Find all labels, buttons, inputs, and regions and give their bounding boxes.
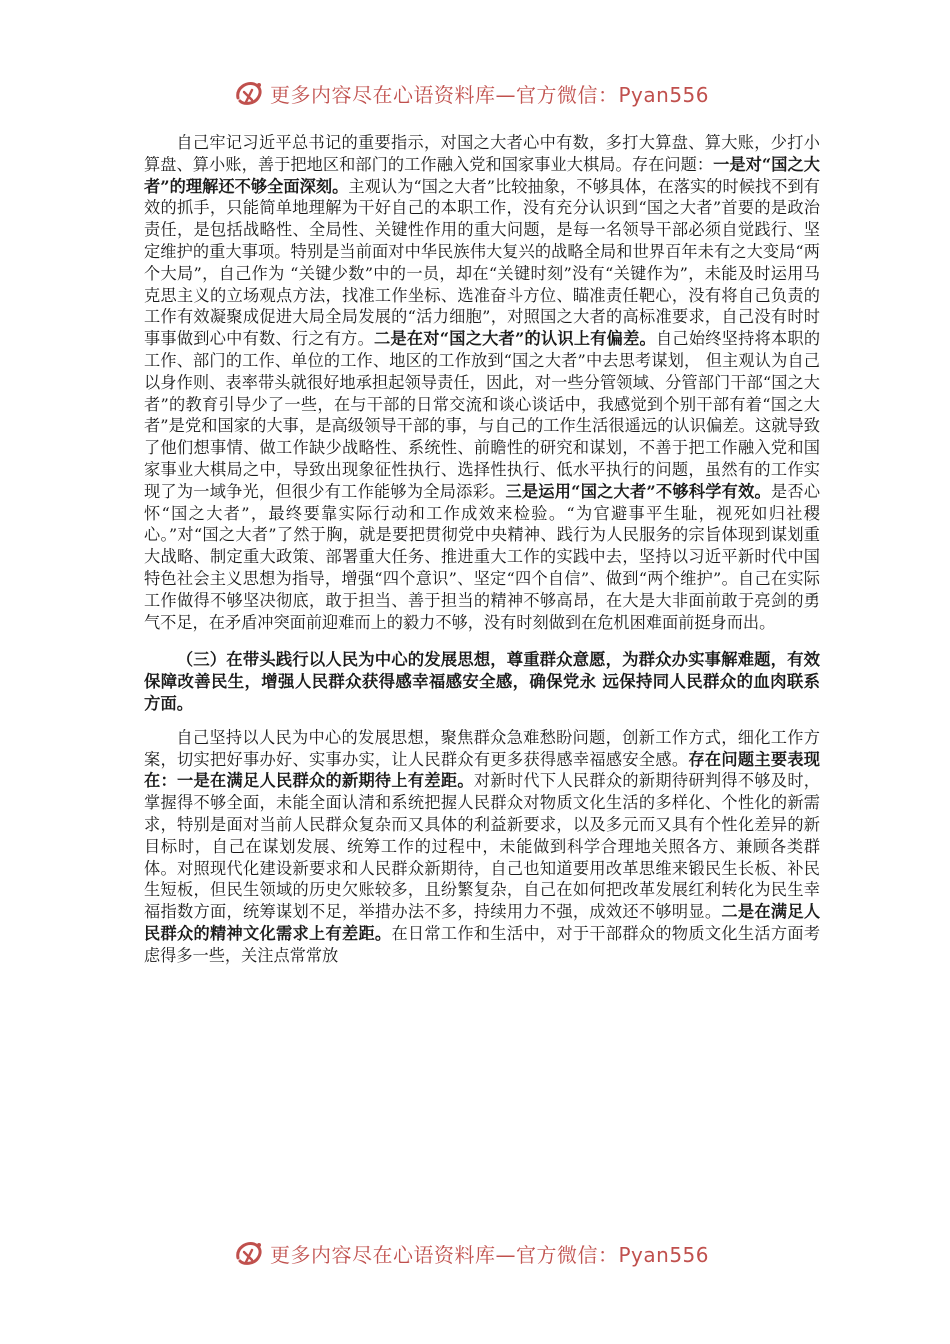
text-run: 自己牢记习近平总书记的重要指示，对国之大者心中有数，多打大算盘、算大账，少打小算盘、算小账，善于把地区和部门的工作融入党和国家事业大棋局。存在问题：	[144, 133, 820, 174]
paragraph-1	[144, 132, 820, 633]
document-body	[144, 132, 820, 966]
bold-point-3: 三是运用“国之大者”不够科学有效。	[505, 481, 771, 501]
bold-point-2: 二是在对“国之大者”的认识上有偏差。	[374, 329, 656, 349]
text-run: 主观认为“国之大者”比较抽象，不够具体，在落实的时候找不到有效的抓手，只能简单地理解为干好自己的本职工作，没有充分认识到“国之大者”首要的是政治责任，是包括战略性、全局性、关键性作用的重大问题，是每一名领导干部必须自觉践行、坚定维护的重大事项。特别是当前面对中华民族伟大复兴的战略全局和世界百年未有之大变局“两个大局”，自己作为 “关键少数”中的一员，却在“关键时刻”没有“关键作为”，未能及时运用马克思主义的立场观点方法，找准工作坐标、选准奋斗方位、瞄准责任靶心，没有将自己负责的工作有效凝聚成促进大局全局发展的“活力细胞”，对照国之大者的高标准要求，自己没有时时事事做到心中有数、行之有方。	[144, 176, 820, 349]
watermark-text: 更多内容尽在心语资料库—官方微信：Pyan556	[270, 82, 710, 107]
brush-stroke-logo-icon	[232, 1238, 266, 1268]
bold-point-1: 一是对“国之大者”的理解还不够全面深刻。	[144, 154, 820, 196]
text-run: 对新时代下人民群众的新期待研判得不够及时，掌握得不够全面，未能全面认清和系统把握人民群众对物质文化生活的多样化、个性化的新需求，特别是面对当前人民群众复杂而又具体的利益新要求，以及多元而又具有个性化差异的新目标时，自己在谋划发展、统筹工作的过程中，未能做到科学合理地关照各方、兼顾各类群体。对照现代化建设新要求和人民群众新期待，自己也知道要用改革思维来锻民生长板、补民生短板，但民生领域的历史欠账较多，且纷繁复杂，自己在如何把改革发展红利转化为民生幸福指数方面，统筹谋划不足，举措办法不多，持续用力不强，成效还不够明显。	[144, 771, 820, 922]
bold-point-problems: 存在问题主要表现在：一是在满足人民群众的新期待上有差距。	[144, 749, 820, 791]
text-run: 在日常工作和生活中，对于干部群众的物质文化生活方面考虑得多一些，关注点常常放	[144, 923, 821, 965]
text-run: 是否心怀“国之大者”，最终要靠实际行动和工作成效来检验。“为官避事平生耻，视死如归社稷心。”对“国之大者”了然于胸，就是要把贯彻党中央精神、践行为人民服务的宗旨体现到谋划重大战略、制定重大政策、部署重大任务、推进重大工作的实践中去，坚持以习近平新时代中国特色社会主义思想为指导，增强“四个意识”、坚定“四个自信”、做到“两个维护”。自己在实际工作做得不够坚决彻底，敢于担当、善于担当的精神不够高昂，在大是大非面前敢于亮剑的勇气不足，在矛盾冲突面前迎难而上的毅力不够，没有时刻做到在危机困难面前挺身而出。	[144, 481, 821, 632]
text-run: 自己始终坚持将本职的工作、部门的工作、单位的工作、地区的工作放到“国之大者”中去思考谋划， 但主观认为自己以身作则、表率带头就很好地承担起领导责任，因此，对一些分管领域、分管部门干部“国之大者”的教育引导少了一些，在与干部的日常交流和谈心谈话中，我感觉到个别干部有着“国之大者”是党和国家的大事，是高级领导干部的事，与自己的工作生活很遥远的认识偏差。这就导致了他们想事情、做工作缺少战略性、系统性、前瞻性的研究和谋划，不善于把工作融入党和国家事业大棋局之中，导致出现象征性执行、选择性执行、低水平执行的问题，虽然有的工作实现了为一域争光，但很少有工作能够为全局添彩。	[144, 329, 821, 501]
watermark-banner-top	[232, 76, 732, 110]
text-run: 自己坚持以人民为中心的发展思想，聚焦群众急难愁盼问题，创新工作方式，细化工作方案，切实把好事办好、实事办实，让人民群众有更多获得感幸福感安全感。	[144, 727, 820, 769]
brush-stroke-logo-icon	[232, 78, 266, 108]
paragraph-2	[144, 727, 820, 967]
bold-point-culture: 二是在满足人民群众的精神文化需求上有差距。	[144, 902, 821, 943]
watermark-text: 更多内容尽在心语资料库—官方微信：Pyan556	[270, 1242, 710, 1267]
section-heading-3: （三）在带头践行以人民为中心的发展思想，尊重群众意愿，为群众办实事解难题，有效保障改善民生，增强人民群众获得感幸福感安全感，确保党永 远保持同人民群众的血肉联系方面。	[144, 650, 820, 713]
watermark-banner-bottom	[232, 1236, 732, 1270]
